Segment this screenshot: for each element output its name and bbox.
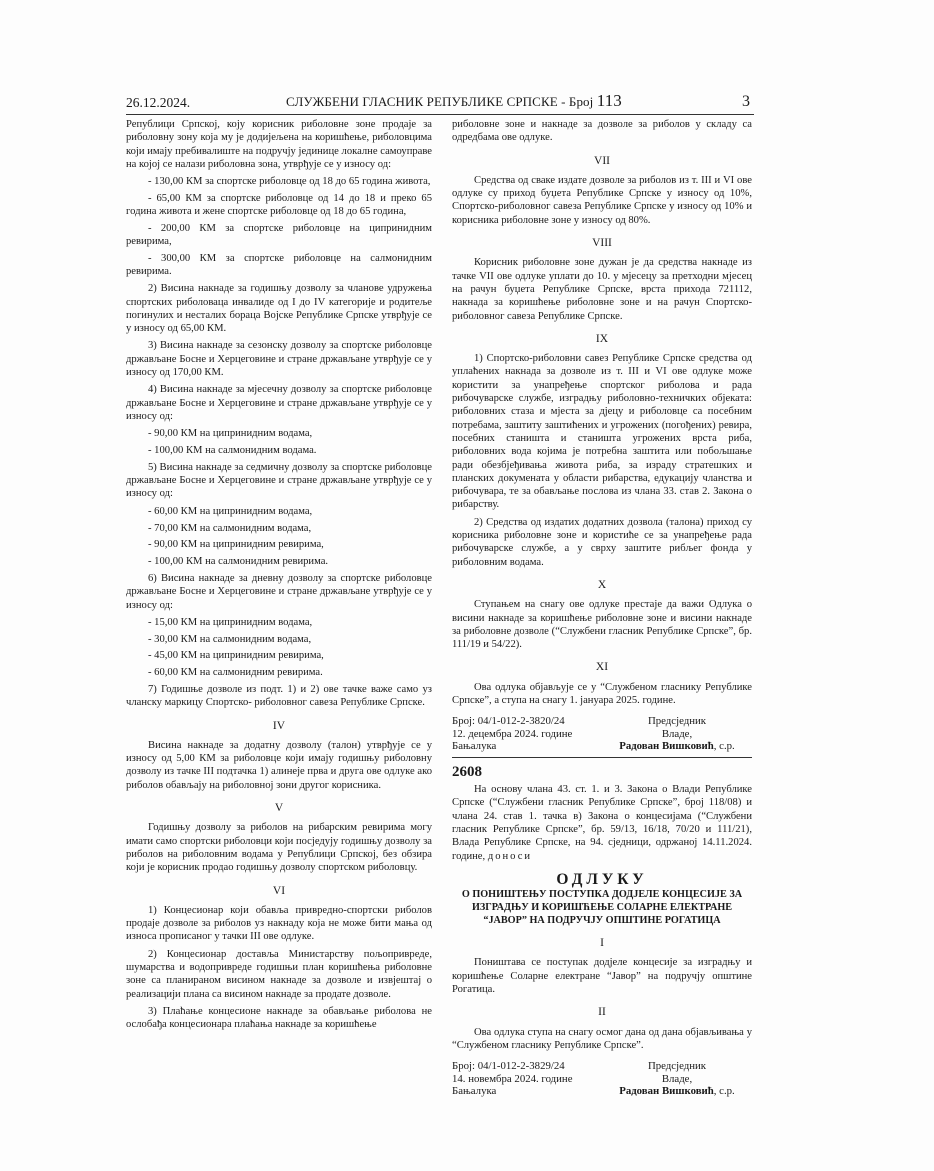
paragraph: Ова одлука ступа на снагу осмог дана од дана објављивања у “Службеном гласнику Републике Српске”.: [452, 1026, 752, 1051]
signatory-suffix: , с.р.: [713, 1085, 735, 1098]
list-item: - 60,00 КМ на ципринидним водама,: [148, 505, 313, 517]
signatory-role: Предсједник: [647, 1060, 707, 1073]
preamble-text: На основу члана 43. ст. 1. и 3. Закона о Влади Републике Српске (“Службени гласник Републике Српске”, број 118/08) и члана 24. став 1. тачка в) Закона о концесијама (“Службени гласник Републике Српске”, бр. 59/13, 16/18, 70/20 и 111/21), Влада Републике Српске, на 94. сједници, одржаној 14.11.2024. године,: [452, 784, 752, 862]
list-item: - 30,00 КМ на салмонидним водама,: [148, 633, 312, 645]
page-header: [126, 92, 754, 115]
section-heading: VI: [272, 884, 286, 897]
paragraph: Поништава се поступак додјеле концесије за изградњу и коришћење Соларне електране “Јавор” на подручју општине Рогатица.: [452, 957, 752, 996]
list-item: - 90,00 КМ на ципринидним водама,: [148, 428, 313, 440]
paragraph: Средства од сваке издате дозволе за риболов из т. III и VI ове одлуке су приход буџета Републике Српске у износу од 10%, Спортско-риболовног савеза Републике Српске у износу од 10% и корисника риболовне зоне у износу од 80%.: [452, 174, 752, 226]
list-item: - 100,00 КМ на салмонидним ревирима.: [148, 556, 329, 568]
paragraph: риболовне зоне и накнаде за дозволе за риболов у складу са одредбама ове одлуке.: [452, 119, 752, 144]
issue-number: 113: [596, 91, 622, 110]
signature-block: [452, 1060, 752, 1098]
document-place: Бањалука: [452, 1085, 497, 1098]
paragraph: 2) Висина накнаде за годишњу дозволу за чланове удружења спортских риболоваца инвалиде од I до IV категорије и родитеље погинулих и несталих бораца Војске Републике Српске утврђује се у износу од 65,00 КМ.: [126, 283, 432, 335]
signatory-name: Радован Вишковић: [619, 1085, 714, 1098]
signatory: [602, 1060, 752, 1098]
paragraph: 5) Висина накнаде за седмичну дозволу за спортске риболовце држављане Босне и Херцеговине и стране држављане утврђује се у износу од:: [126, 461, 432, 500]
page-number: 3: [742, 93, 750, 110]
divider: [452, 757, 752, 758]
section-heading: IV: [272, 719, 286, 732]
document-date: 12. децембра 2024. године: [452, 727, 573, 740]
signatory-role-2: Владе,: [661, 727, 693, 740]
signatory-name-line: [602, 1085, 752, 1098]
paragraph: 3) Висина накнаде за сезонску дозволу за спортске риболовце држављане Босне и Херцеговине и стране држављане утврђује се у износу од 170,00 КМ.: [126, 340, 432, 379]
section-heading: X: [597, 578, 607, 591]
document-number: Број: 04/1-012-2-3829/24: [452, 1060, 565, 1073]
paragraph: Корисник риболовне зоне дужан је да средства накнаде из тачке VII ове одлуке уплати до 10. у мјесецу за претходни мјесец на рачун буџета Републике Српске, врста прихода 721112, накнада за коришћење риболовне зоне и на рачун Спортско-риболовног савеза Републике Српске.: [452, 257, 752, 322]
list-item: - 90,00 КМ на ципринидним ревирима,: [148, 539, 324, 551]
section-heading: II: [598, 1006, 606, 1019]
section-heading: IX: [595, 332, 609, 345]
list-item: - 100,00 КМ на салмонидним водама.: [148, 445, 317, 457]
signatory-name: Радован Вишковић: [619, 740, 714, 753]
gazette-title-text: СЛУЖБЕНИ ГЛАСНИК РЕПУБЛИКЕ СРПСКЕ - Број: [286, 94, 594, 109]
paragraph: Ступањем на снагу ове одлуке престаје да важи Одлука о висини накнаде за коришћење риболовне зоне и висини накнаде за риболовне дозволе (“Службени гласник Републике Српске”, бр. 111/19 и 54/22).: [452, 599, 752, 651]
act-number: 2608: [452, 763, 482, 780]
list-item: - 200,00 КМ за спортске риболовце на ципринидним ревирима,: [126, 223, 432, 248]
gazette-title: [286, 91, 622, 111]
paragraph: 3) Плаћање концесионе накнаде за обављање риболова не ослобађа концесионара плаћања накнаде за коришћење: [126, 1005, 432, 1031]
section-heading: V: [274, 802, 284, 815]
paragraph: 1) Концесионар који обавља привредно-спортски риболов продаје дозволе за риболов уз накнаду која не може бити мања од износа прописаног у тачки III ове одлуке.: [126, 904, 432, 943]
signatory: [602, 715, 752, 753]
paragraph: 6) Висина накнаде за дневну дозволу за спортске риболовце држављане Босне и Херцеговине и стране држављане утврђује се у износу од:: [126, 572, 432, 611]
preamble-verb: доноси: [487, 850, 533, 862]
list-item: - 130,00 КМ за спортске риболовце од 18 до 65 година живота,: [148, 176, 431, 188]
paragraph: 2) Концесионар доставља Министарству пољопривреде, шумарства и водопривреде годишњи план коришћења риболовне зоне са планираном висином накнаде за дозволе и извјештај о реализацији плана са висином накнаде за продате дозволе.: [126, 948, 432, 1000]
document-number: Број: 04/1-012-2-3820/24: [452, 715, 565, 728]
paragraph: 2) Средства од издатих додатних дозвола (талона) приход су корисника риболовне зоне и користиће се за унапређење рада рибочуварске службе, а у сврху заштите рибљег фонда у риболовним водама.: [452, 516, 752, 568]
paragraph: Висина накнаде за додатну дозволу (талон) утврђује се у износу од 5,00 КМ за риболовце који имају годишњу риболовну дозволу из тачке III подтачка 1) алинеје прва и друга ове одлуке ако риболов обављају на риболовној зони другог корисника.: [126, 739, 432, 791]
signature-block: [452, 715, 752, 753]
issue-date: 26.12.2024.: [126, 95, 191, 110]
document-date: 14. новембра 2024. године: [452, 1072, 573, 1085]
list-item: - 65,00 КМ за спортске риболовце од 14 до 18 и преко 65 година живота и жене спортске риболовце од 18 до 65 година,: [126, 192, 432, 218]
document-place: Бањалука: [452, 740, 497, 753]
list-item: - 60,00 КМ на салмонидним ревирима.: [148, 667, 323, 679]
signature-meta: [452, 715, 602, 753]
preamble: [452, 783, 752, 863]
left-column: [126, 118, 432, 1036]
paragraph: Годишњу дозволу за риболов на рибарским ревирима могу имати само спортски риболовци који посједују годишњу дозволу за риболов на риболовним водама у Републици Српској, без обзира који је корисник продао годишњу дозволу спортском риболовцу.: [126, 822, 432, 874]
decision-subtitle: О ПОНИШТЕЊУ ПОСТУПКА ДОДЈЕЛЕ КОНЦЕСИЈЕ ЗА ИЗГРАДЊУ И КОРИШЋЕЊЕ СОЛАРНЕ ЕЛЕКТРАНЕ “ЈАВОР” НА ПОДРУЧЈУ ОПШТИНЕ РОГАТИЦА: [461, 889, 743, 927]
list-item: - 300,00 КМ за спортске риболовце на салмонидним ревирима.: [126, 253, 432, 278]
paragraph: 7) Годишње дозволе из подт. 1) и 2) ове тачке важе само уз чланску маркицу Спортско- риболовног савеза Републике Српске.: [126, 683, 432, 709]
paragraph: Ова одлука објављује се у “Службеном гласнику Републике Српске”, а ступа на снагу 1. јануара 2025. године.: [452, 681, 752, 706]
paragraph: Републици Српској, коју корисник риболовне зоне продаје за риболовну зону која му је додијељена на коришћење, риболовцима који имају пребивалиште на подручју јединице локалне самоуправе на којој се налази риболовна зона, утврђује се у износу од:: [126, 119, 432, 170]
section-heading: XI: [595, 661, 609, 674]
decision-title: ОДЛУКУ: [556, 870, 648, 888]
signatory-name-line: [602, 740, 752, 753]
signature-meta: [452, 1060, 602, 1098]
signatory-suffix: , с.р.: [713, 740, 735, 753]
list-item: - 15,00 КМ на ципринидним водама,: [148, 616, 313, 628]
list-item: - 70,00 КМ на салмонидним водама,: [148, 522, 312, 534]
section-heading: I: [600, 937, 604, 950]
signatory-role-2: Владе,: [661, 1072, 693, 1085]
paragraph: 4) Висина накнаде за мјесечну дозволу за спортске риболовце држављане Босне и Херцеговине и стране држављане утврђује се у износу од:: [126, 384, 432, 422]
section-heading: VII: [594, 154, 610, 167]
signatory-role: Предсједник: [647, 715, 707, 728]
list-item: - 45,00 КМ на ципринидним ревирима,: [148, 650, 324, 662]
right-column: [452, 118, 752, 1098]
section-heading: VIII: [592, 237, 612, 250]
paragraph: 1) Спортско-риболовни савез Републике Српске средства од уплаћених накнада за дозволе из т. III и VI ове одлуке може користити за унапређење спортског риболова и рада рибочуварске службе, изградњу риболовно-техничких објеката: риболовних стаза и мјеста за дјецу и риболовце са посебним потребама, заштиту заштићених и угрожених (погођених) ревира, посебних станишта и станишта угрожених врста риба, риболовних вода којима је потребна заштита или побољшање ради обезбјеђивања живота риба, за израду стратешких и планских докумената у области рибарства, едукацију чланства и рибочувара, те за обављање послова из члана 33. став 2. Закона о рибарству.: [452, 353, 752, 511]
